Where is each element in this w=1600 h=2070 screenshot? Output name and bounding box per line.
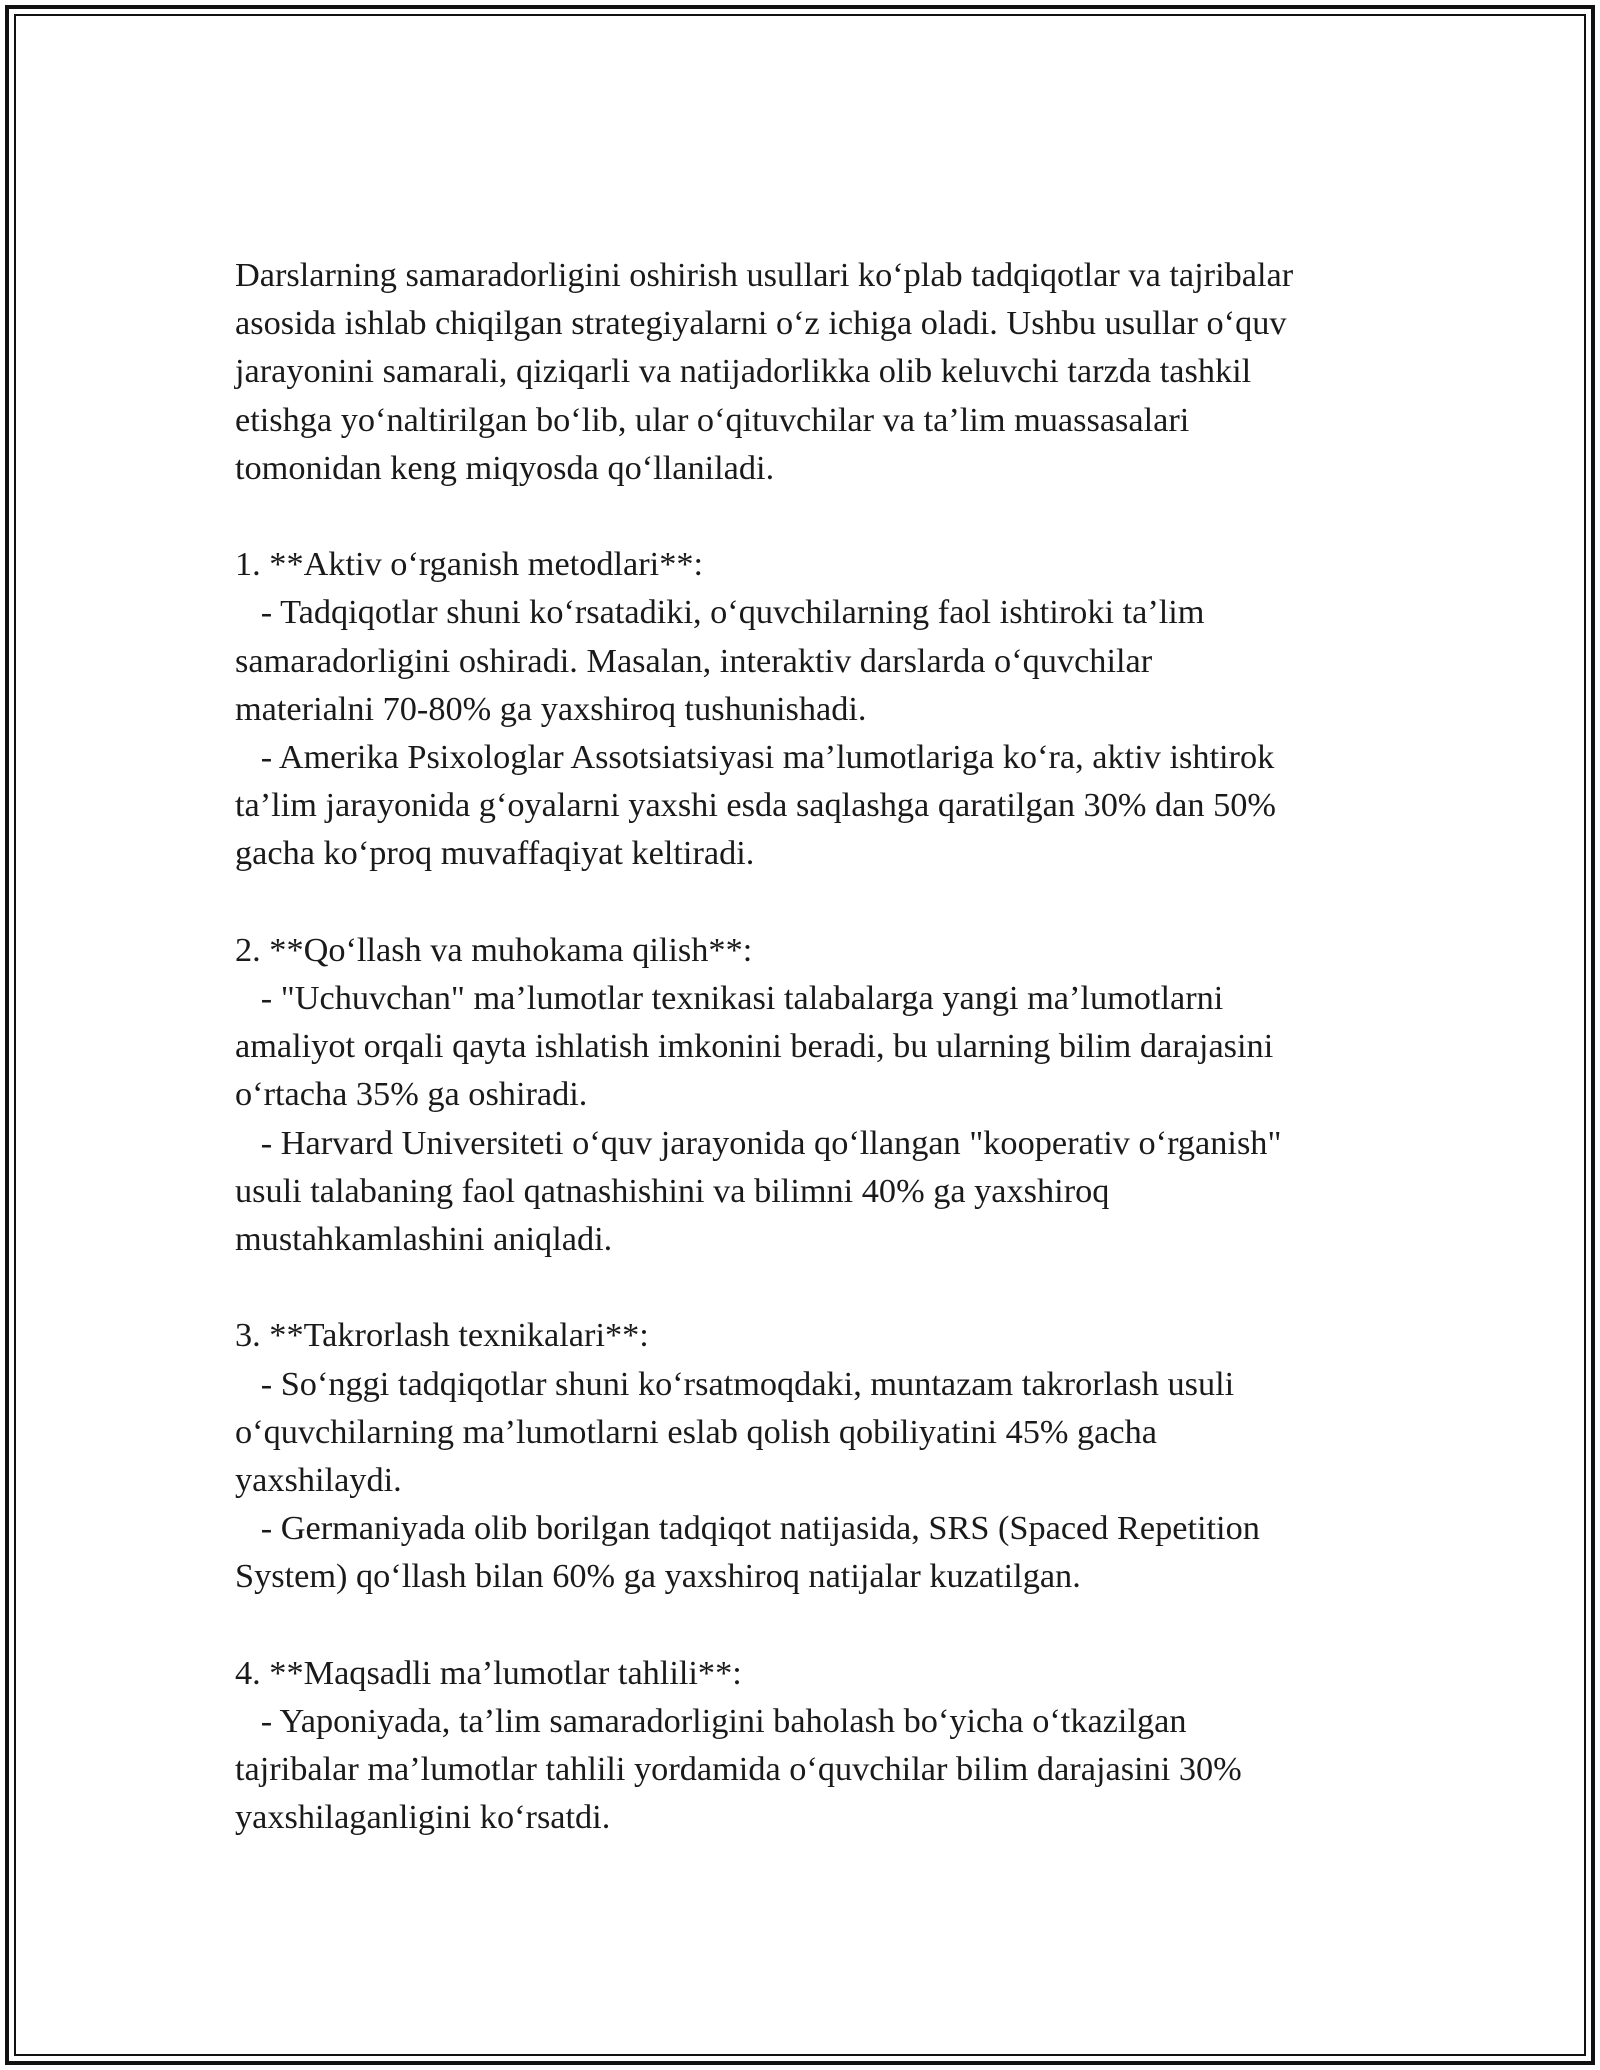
text-line: o‘quvchilarning ma’lumotlarni eslab qolish qobiliyatini 45% gacha xyxy=(235,1412,1157,1451)
list-item xyxy=(235,588,1395,733)
text-line: tomonidan keng miqyosda qo‘llaniladi. xyxy=(235,448,775,487)
section-heading: 3. **Takrorlash texnikalari**: xyxy=(235,1316,649,1355)
text-line: materialni 70-80% ga yaxshiroq tushunishadi. xyxy=(235,689,867,728)
text-line: - Yaponiyada, ta’lim samaradorligini baholash bo‘yicha o‘tkazilgan xyxy=(235,1702,1187,1741)
text-line: yaxshilaganligini ko‘rsatdi. xyxy=(235,1798,611,1837)
list-item xyxy=(235,1360,1395,1505)
text-line: gacha ko‘proq muvaffaqiyat keltiradi. xyxy=(235,834,755,873)
text-line: - "Uchuvchan" ma’lumotlar texnikasi talabalarga yangi ma’lumotlarni xyxy=(235,979,1224,1018)
list-item xyxy=(235,1119,1395,1264)
list-item xyxy=(235,733,1395,878)
text-line: jarayonini samarali, qiziqarli va natijadorlikka olib keluvchi tarzda tashkil xyxy=(235,352,1252,391)
section-maqsadli-tahlil xyxy=(235,1649,1395,1842)
text-line: o‘rtacha 35% ga oshiradi. xyxy=(235,1075,588,1114)
list-item xyxy=(235,1504,1395,1600)
document-body xyxy=(235,251,1395,1842)
section-qollash-muhokama xyxy=(235,926,1395,1263)
text-line: usuli talabaning faol qatnashishini va bilimni 40% ga yaxshiroq xyxy=(235,1171,1110,1210)
paragraph-spacer xyxy=(235,878,1395,926)
list-item xyxy=(235,974,1395,1119)
section-heading: 4. **Maqsadli ma’lumotlar tahlili**: xyxy=(235,1653,742,1692)
text-line: etishga yo‘naltirilgan bo‘lib, ular o‘qituvchilar va ta’lim muassasalari xyxy=(235,400,1190,439)
text-line: - Harvard Universiteti o‘quv jarayonida qo‘llangan "kooperativ o‘rganish" xyxy=(235,1123,1282,1162)
text-line: tajribalar ma’lumotlar tahlili yordamida o‘quvchilar bilim darajasini 30% xyxy=(235,1750,1242,1789)
paragraph-spacer xyxy=(235,1601,1395,1649)
text-line: - Amerika Psixologlar Assotsiatsiyasi ma’lumotlariga ko‘ra, aktiv ishtirok xyxy=(235,738,1275,777)
text-line: Darslarning samaradorligini oshirish usullari ko‘plab tadqiqotlar va tajribalar xyxy=(235,256,1294,294)
text-line: yaxshilaydi. xyxy=(235,1461,402,1500)
list-item xyxy=(235,1697,1395,1842)
text-line: amaliyot orqali qayta ishlatish imkonini beradi, bu ularning bilim darajasini xyxy=(235,1027,1274,1066)
intro-paragraph xyxy=(235,251,1395,492)
text-line: ta’lim jarayonida g‘oyalarni yaxshi esda saqlashga qaratilgan 30% dan 50% xyxy=(235,786,1276,825)
paragraph-spacer xyxy=(235,1263,1395,1311)
text-line: - So‘nggi tadqiqotlar shuni ko‘rsatmoqdaki, muntazam takrorlash usuli xyxy=(235,1364,1235,1403)
text-line: asosida ishlab chiqilgan strategiyalarni o‘z ichiga oladi. Ushbu usullar o‘quv xyxy=(235,304,1287,343)
section-heading: 1. **Aktiv o‘rganish metodlari**: xyxy=(235,545,704,584)
text-line: - Germaniyada olib borilgan tadqiqot natijasida, SRS (Spaced Repetition xyxy=(235,1509,1260,1548)
text-line: samaradorligini oshiradi. Masalan, interaktiv darslarda o‘quvchilar xyxy=(235,641,1153,680)
section-aktiv-organish xyxy=(235,540,1395,877)
section-heading: 2. **Qo‘llash va muhokama qilish**: xyxy=(235,930,753,969)
paragraph-spacer xyxy=(235,492,1395,540)
section-takrorlash xyxy=(235,1311,1395,1600)
text-line: mustahkamlashini aniqladi. xyxy=(235,1220,613,1259)
text-line: System) qo‘llash bilan 60% ga yaxshiroq natijalar kuzatilgan. xyxy=(235,1557,1081,1596)
text-line: - Tadqiqotlar shuni ko‘rsatadiki, o‘quvchilarning faol ishtiroki ta’lim xyxy=(235,593,1205,632)
